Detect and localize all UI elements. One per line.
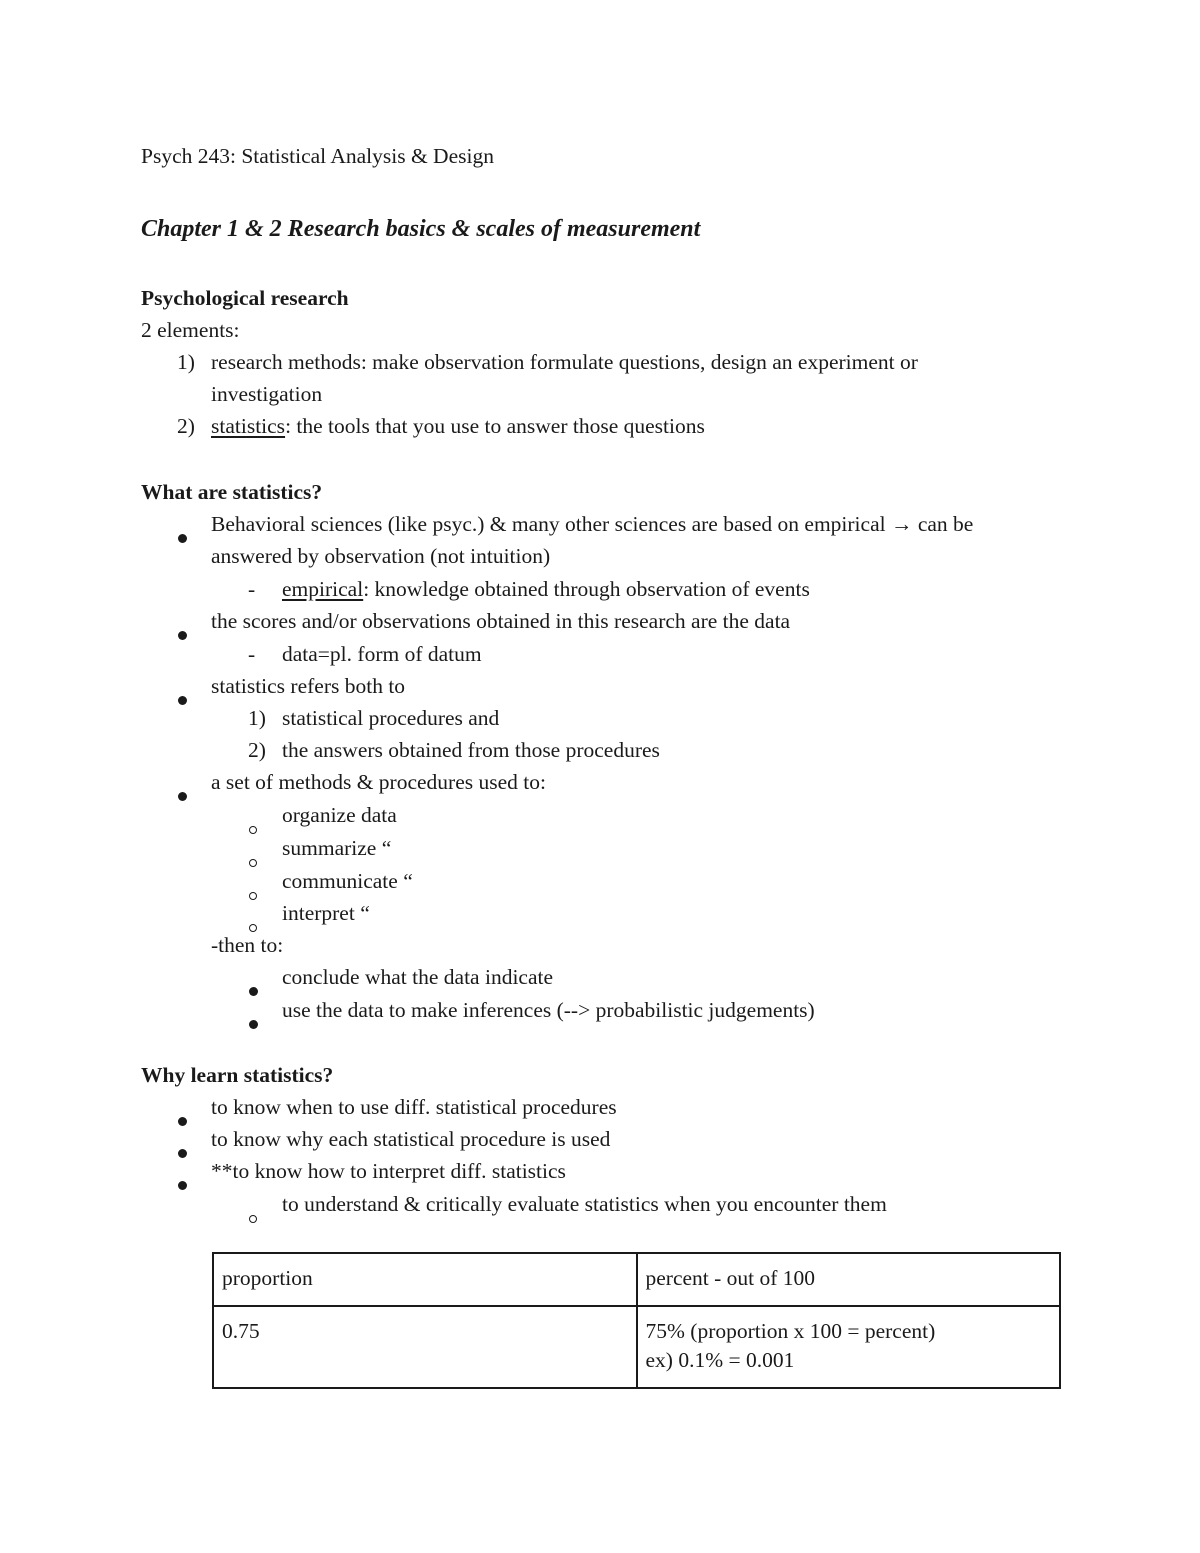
list-item xyxy=(211,410,705,443)
circle-bullet-icon xyxy=(249,1200,257,1233)
table-header-cell: percent - out of 100 xyxy=(637,1253,1061,1306)
table-header-cell: proportion xyxy=(213,1253,637,1306)
list-number: 2) xyxy=(248,738,266,762)
sub-item-text: use the data to make inferences (--> probabilistic judgements) xyxy=(282,998,815,1022)
sub-item-text: data=pl. form of datum xyxy=(282,642,482,666)
table-cell xyxy=(637,1306,1061,1388)
cell-line: 75% (proportion x 100 = percent) xyxy=(645,1319,936,1343)
sub-item-text: interpret “ xyxy=(282,901,370,925)
table-cell: 0.75 xyxy=(213,1306,637,1388)
section-heading-why-learn-statistics: Why learn statistics? xyxy=(141,1063,334,1087)
list-number: 1) xyxy=(248,706,266,730)
bullet-text: statistics refers both to xyxy=(211,674,406,698)
definition-text: : the tools that you use to answer those questions xyxy=(285,414,705,438)
list-number: 2) xyxy=(177,414,195,438)
bullet-icon xyxy=(178,778,187,811)
course-title: Psych 243: Statistical Analysis & Design xyxy=(141,144,494,168)
dash-marker: - xyxy=(248,577,256,601)
bullet-text: Behavioral sciences (like psyc.) & many other sciences are based on empirical → can be xyxy=(211,512,974,536)
sub-item-text: organize data xyxy=(282,803,397,827)
section-heading-psychological-research: Psychological research xyxy=(141,286,349,310)
sub-item-text: summarize “ xyxy=(282,836,392,860)
cell-line: ex) 0.1% = 0.001 xyxy=(645,1348,795,1372)
bullet-icon xyxy=(249,973,258,1006)
bullet-icon xyxy=(178,1103,187,1136)
list-number: 1) xyxy=(177,350,195,374)
then-label: -then to: xyxy=(211,933,284,957)
bullet-text: to know why each statistical procedure is used xyxy=(211,1127,611,1151)
bullet-icon xyxy=(249,1006,258,1039)
list-item-text: research methods: make observation formulate questions, design an experiment or xyxy=(211,350,918,374)
term-empirical: empirical xyxy=(282,577,364,601)
table-row xyxy=(213,1306,1060,1388)
bullet-icon xyxy=(178,1135,187,1168)
proportion-percent-table xyxy=(212,1252,1061,1389)
circle-bullet-icon xyxy=(249,844,257,877)
bullet-icon xyxy=(178,682,187,715)
circle-bullet-icon xyxy=(249,811,257,844)
bullet-text: the scores and/or observations obtained in this research are the data xyxy=(211,609,791,633)
sub-item-text: the answers obtained from those procedures xyxy=(282,738,660,762)
section-intro: 2 elements: xyxy=(141,318,240,342)
bullet-icon xyxy=(178,617,187,650)
list-item-text-continued: investigation xyxy=(211,382,323,406)
sub-item-text: communicate “ xyxy=(282,869,413,893)
chapter-title: Chapter 1 & 2 Research basics & scales of measurement xyxy=(141,216,701,242)
sub-item xyxy=(282,573,810,606)
table-header-row xyxy=(213,1253,1060,1306)
sub-item-text: statistical procedures and xyxy=(282,706,500,730)
bullet-icon xyxy=(178,1167,187,1200)
bullet-text: a set of methods & procedures used to: xyxy=(211,770,546,794)
bullet-text-continued: answered by observation (not intuition) xyxy=(211,544,551,568)
section-heading-what-are-statistics: What are statistics? xyxy=(141,480,323,504)
sub-item-text: to understand & critically evaluate statistics when you encounter them xyxy=(282,1192,887,1216)
sub-item-text: conclude what the data indicate xyxy=(282,965,554,989)
bullet-icon xyxy=(178,520,187,553)
bullet-text: to know when to use diff. statistical procedures xyxy=(211,1095,617,1119)
circle-bullet-icon xyxy=(249,877,257,910)
definition-text: : knowledge obtained through observation of events xyxy=(363,577,810,601)
term-statistics: statistics xyxy=(211,414,286,438)
bullet-text: **to know how to interpret diff. statistics xyxy=(211,1159,566,1183)
dash-marker: - xyxy=(248,642,256,666)
